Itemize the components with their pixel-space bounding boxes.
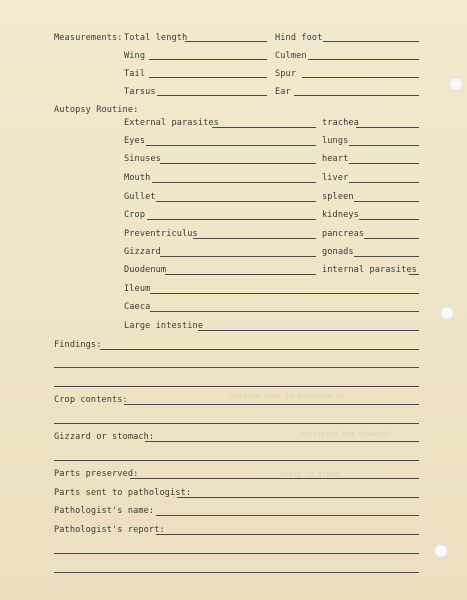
field-caeca[interactable] [150, 311, 419, 312]
field-liver[interactable] [349, 182, 419, 183]
label-gizzard: Gizzard [124, 247, 161, 257]
field-parts-sent[interactable] [177, 497, 419, 498]
label-parts-preserved: Parts preserved: [54, 469, 139, 479]
field-duodenum[interactable] [165, 274, 316, 275]
label-kidneys: kidneys [322, 210, 359, 220]
field-crop-contents[interactable] [124, 404, 419, 405]
field-eyes[interactable] [146, 145, 316, 146]
label-internal-parasites: internal parasites [322, 265, 417, 275]
label-gizzard-stomach: Gizzard or stomach: [54, 432, 155, 442]
field-trachea[interactable] [356, 127, 419, 128]
field-large-intestine[interactable] [198, 330, 419, 331]
label-tarsus: Tarsus [124, 87, 156, 97]
field-hind-foot[interactable] [323, 41, 419, 42]
field-mouth[interactable] [152, 182, 316, 183]
field-total-length[interactable] [185, 41, 267, 42]
field-pathologist-report[interactable] [156, 534, 419, 535]
label-crop: Crop [124, 210, 146, 220]
field-spur[interactable] [302, 77, 419, 78]
field-crop[interactable] [147, 219, 316, 220]
binder-hole-middle [440, 306, 454, 320]
field-ear[interactable] [294, 95, 419, 96]
label-ileum: Ileum [124, 284, 151, 294]
field-gullet[interactable] [156, 201, 316, 202]
field-internal-parasites[interactable] [409, 274, 419, 275]
bleed-through-text: heart of gland [280, 470, 340, 478]
label-total-length: Total length [124, 33, 188, 43]
label-culmen: Culmen [275, 51, 307, 61]
label-spur: Spur [275, 69, 297, 79]
field-findings-line-2[interactable] [54, 367, 419, 368]
label-pathologist-name: Pathologist's name: [54, 506, 155, 516]
field-pancreas[interactable] [364, 238, 419, 239]
label-wing: Wing [124, 51, 146, 61]
field-spleen[interactable] [354, 201, 419, 202]
field-kidneys[interactable] [359, 219, 419, 220]
label-tail: Tail [124, 69, 146, 79]
field-findings[interactable] [100, 349, 419, 350]
label-large-intestine: Large intestine [124, 321, 204, 331]
label-ear: Ear [275, 87, 291, 97]
field-pathologist-report-line-3[interactable] [54, 572, 419, 573]
field-crop-contents-line-2[interactable] [54, 423, 419, 424]
field-preventriculus[interactable] [193, 238, 316, 239]
field-culmen[interactable] [308, 59, 419, 60]
field-heart[interactable] [349, 163, 419, 164]
label-preventriculus: Preventriculus [124, 229, 198, 239]
field-parts-preserved[interactable] [130, 478, 419, 479]
label-sinuses: Sinuses [124, 154, 161, 164]
field-tail[interactable] [149, 77, 267, 78]
field-ileum[interactable] [150, 293, 419, 294]
field-tarsus[interactable] [157, 95, 267, 96]
label-eyes: Eyes [124, 136, 146, 146]
field-gizzard-stomach-line-2[interactable] [54, 460, 419, 461]
label-crop-contents: Crop contents: [54, 395, 128, 405]
field-pathologist-report-line-2[interactable] [54, 553, 419, 554]
label-duodenum: Duodenum [124, 265, 167, 275]
label-mouth: Mouth [124, 173, 151, 183]
binder-hole-top [449, 77, 463, 91]
autopsy-heading: Autopsy Routine: [54, 105, 139, 115]
label-lungs: lungs [322, 136, 349, 146]
label-liver: liver [322, 173, 349, 183]
label-findings: Findings: [54, 340, 102, 350]
field-gizzard[interactable] [160, 256, 316, 257]
field-lungs[interactable] [349, 145, 419, 146]
label-pancreas: pancreas [322, 229, 365, 239]
label-parts-sent: Parts sent to pathologist: [54, 488, 192, 498]
measurements-heading: Measurements: [54, 33, 123, 43]
label-gonads: gonads [322, 247, 354, 257]
label-hind-foot: Hind foot [275, 33, 323, 43]
field-external-parasites[interactable] [212, 127, 316, 128]
label-trachea: trachea [322, 118, 359, 128]
label-caeca: Caeca [124, 302, 151, 312]
field-sinuses[interactable] [160, 163, 316, 164]
field-pathologist-name[interactable] [156, 515, 419, 516]
binder-hole-bottom [434, 544, 448, 558]
label-gullet: Gullet [124, 192, 156, 202]
field-findings-line-3[interactable] [54, 386, 419, 387]
field-gizzard-stomach[interactable] [145, 441, 419, 442]
field-gonads[interactable] [354, 256, 419, 257]
field-wing[interactable] [149, 59, 267, 60]
label-heart: heart [322, 154, 349, 164]
label-spleen: spleen [322, 192, 354, 202]
bleed-through-text: of measured at each section [230, 392, 344, 400]
label-pathologist-report: Pathologist's report: [54, 525, 165, 535]
bleed-through-text: Stomach and intestine [300, 430, 389, 438]
label-external-parasites: External parasites [124, 118, 219, 128]
